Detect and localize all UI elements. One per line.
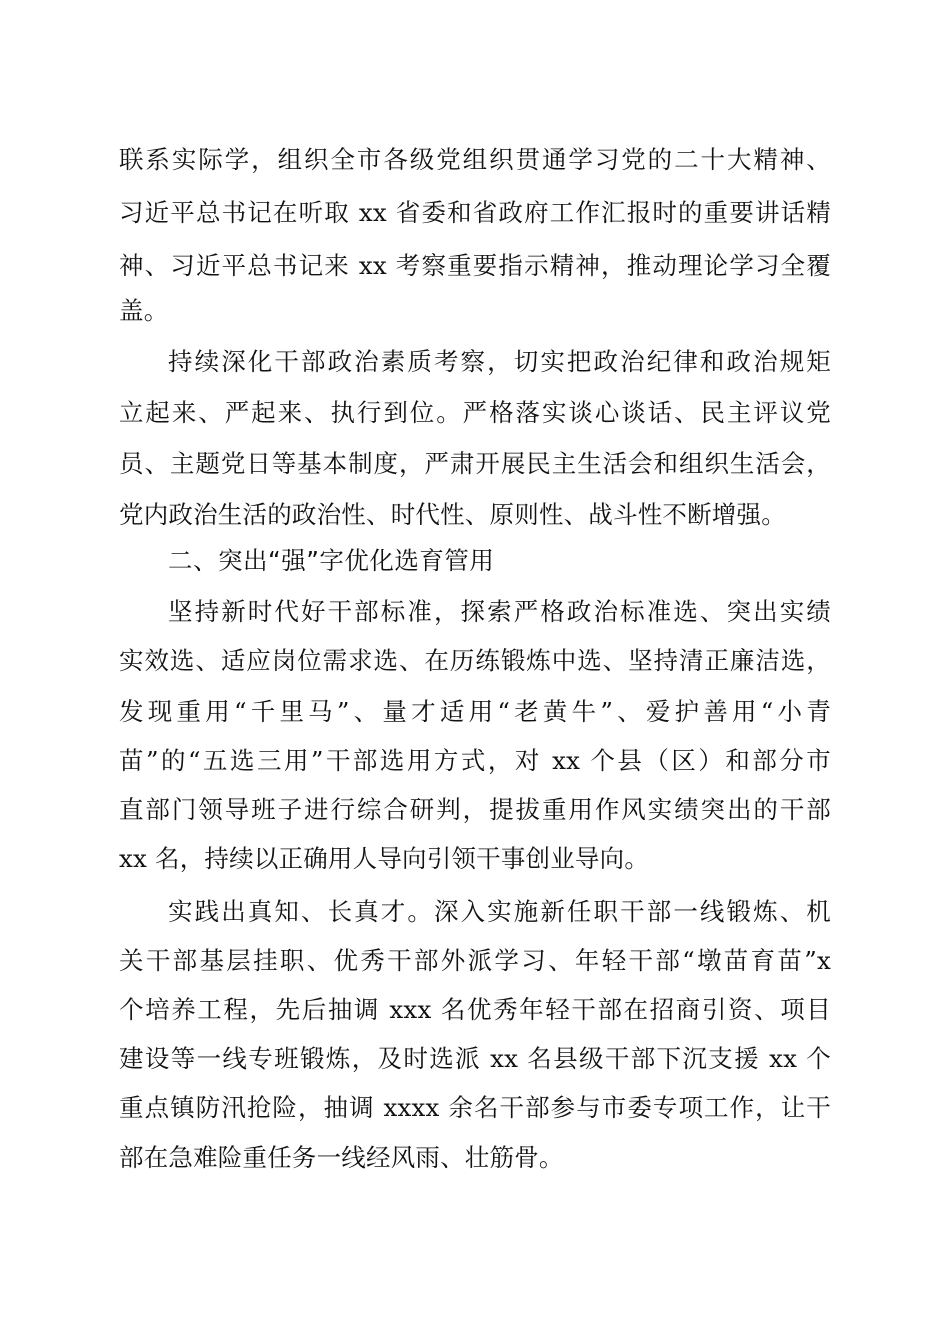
paragraph-3-line-2: 实效选、适应岗位需求选、在历练锻炼中选、坚持清正廉洁选， bbox=[119, 646, 831, 675]
paragraph-4-line-2: 关干部基层挂职、优秀干部外派学习、年轻干部“墩苗育苗”x bbox=[119, 946, 831, 975]
paragraph-3-line-6: xx 名，持续以正确用人导向引领干事创业导向。 bbox=[119, 844, 650, 873]
paragraph-3-line-4: 苗”的“五选三用”干部选用方式，对 xx 个县（区）和部分市 bbox=[119, 746, 831, 775]
paragraph-4-line-4: 建设等一线专班锻炼，及时选派 xx 名县级干部下沉支援 xx 个 bbox=[119, 1044, 831, 1073]
paragraph-1-line-3: 神、习近平总书记来 xx 考察重要指示精神，推动理论学习全覆 bbox=[119, 251, 831, 280]
paragraph-2-line-1: 持续深化干部政治素质考察，切实把政治纪律和政治规矩 bbox=[168, 347, 831, 376]
paragraph-2-line-4: 党内政治生活的政治性、时代性、原则性、战斗性不断增强。 bbox=[119, 500, 786, 529]
paragraph-1-line-1: 联系实际学，组织全市各级党组织贯通学习党的二十大精神、 bbox=[119, 145, 831, 174]
paragraph-2-line-2: 立起来、严起来、执行到位。严格落实谈心谈话、民主评议党 bbox=[119, 398, 831, 427]
paragraph-4-line-1: 实践出真知、长真才。深入实施新任职干部一线锻炼、机 bbox=[168, 897, 831, 926]
section-heading: 二、突出“强”字优化选育管用 bbox=[168, 546, 495, 575]
paragraph-4-line-3: 个培养工程，先后抽调 xxx 名优秀年轻干部在招商引资、项目 bbox=[119, 995, 831, 1024]
paragraph-3-line-1: 坚持新时代好干部标准，探索严格政治标准选、突出实绩 bbox=[168, 597, 831, 626]
paragraph-1-line-4: 盖。 bbox=[119, 296, 169, 325]
paragraph-4-line-5: 重点镇防汛抢险，抽调 xxxx 余名干部参与市委专项工作，让干 bbox=[119, 1093, 831, 1122]
paragraph-3-line-5: 直部门领导班子进行综合研判，提拔重用作风实绩突出的干部 bbox=[119, 795, 831, 824]
paragraph-4-line-6: 部在急难险重任务一线经风雨、壮筋骨。 bbox=[119, 1143, 564, 1172]
paragraph-1-line-2: 习近平总书记在听取 xx 省委和省政府工作汇报时的重要讲话精 bbox=[119, 198, 831, 227]
paragraph-3-line-3: 发现重用“千里马”、量才适用“老黄牛”、爱护善用“小青 bbox=[119, 697, 831, 726]
paragraph-2-line-3: 员、主题党日等基本制度，严肃开展民主生活会和组织生活会， bbox=[119, 449, 831, 478]
